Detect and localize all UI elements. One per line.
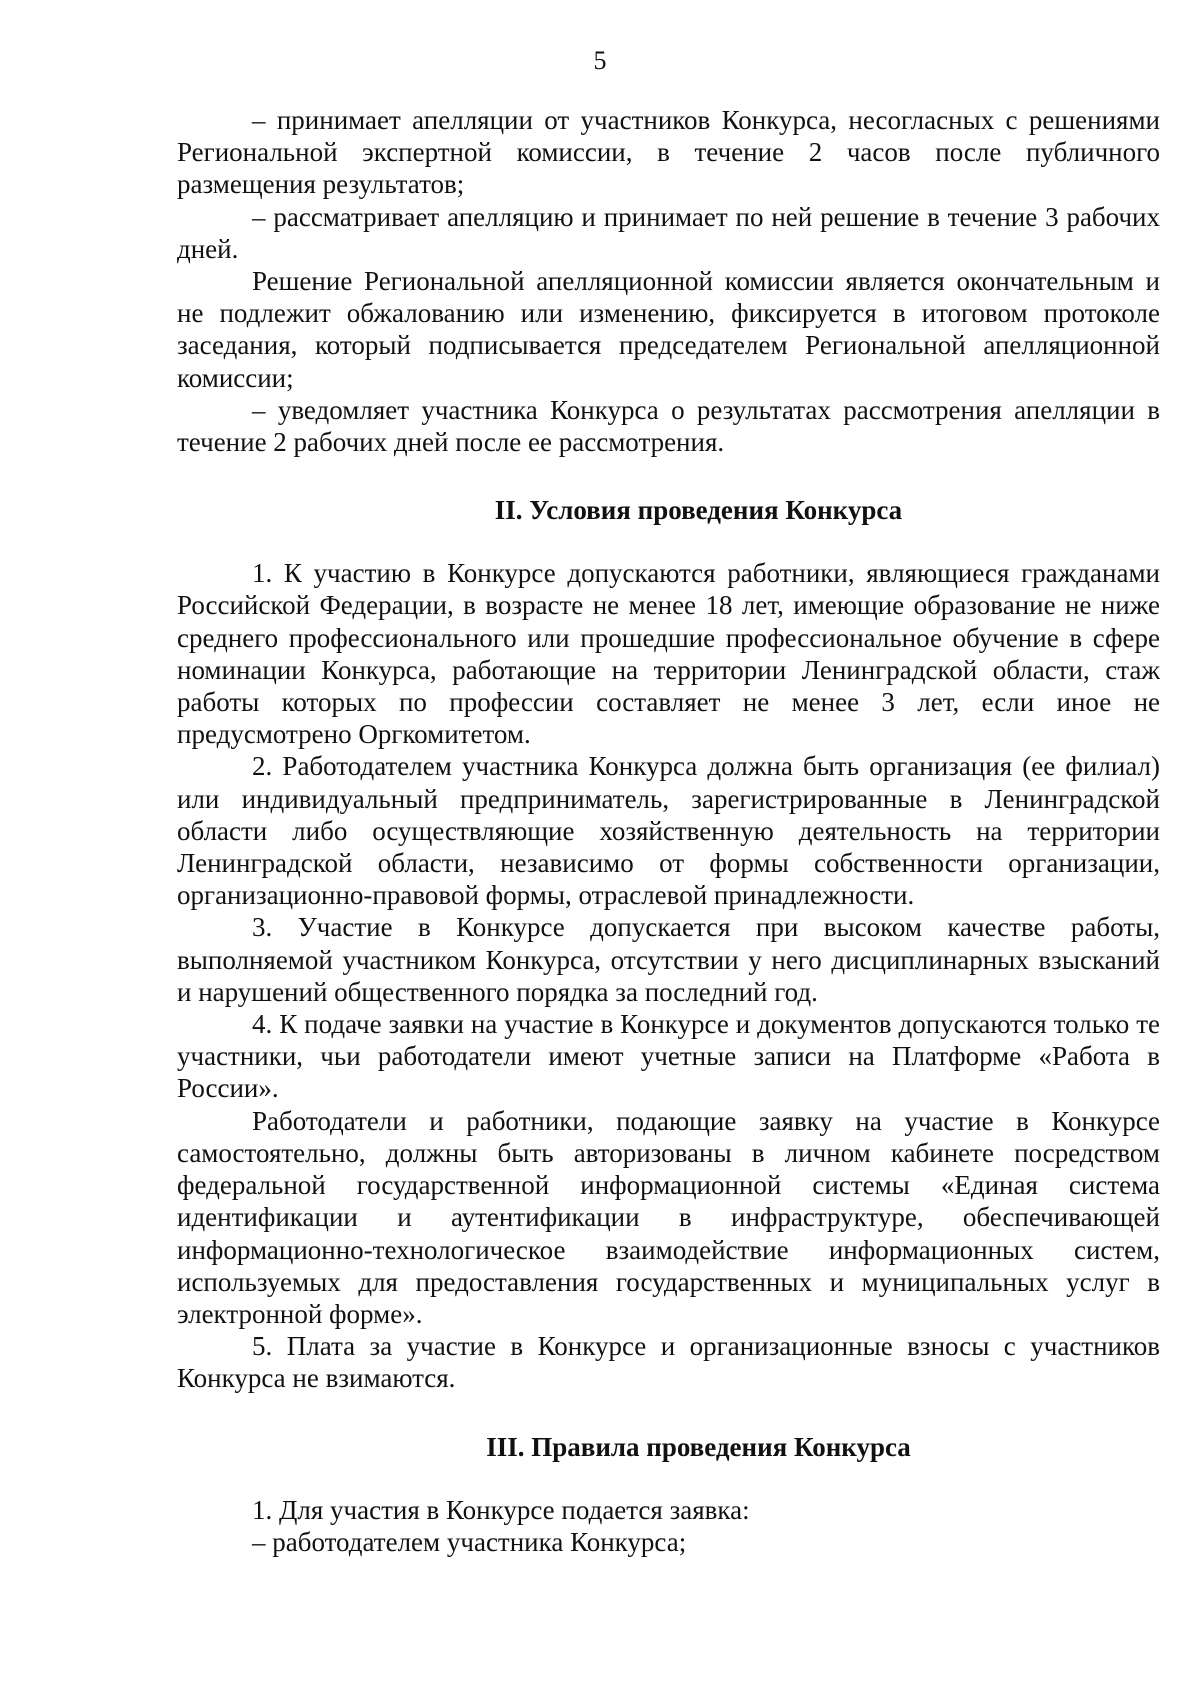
paragraph-condition-1: 1. К участию в Конкурсе допускаются работники, являющиеся гражданами Российской Федерации, в возрасте не менее 18 лет, имеющие образование не ниже среднего профессионального или прошедшие профессиональное обучение в сфере номинации Конкурса, работающие на территории Ленинградской области, стаж работы которых по профессии составляет не менее 3 лет, если иное не предусмотрено Оргкомитетом. xyxy=(177,558,1160,750)
paragraph-condition-5: 5. Плата за участие в Конкурсе и организационные взносы с участников Конкурса не взимаются. xyxy=(177,1331,1160,1394)
paragraph-appeal-decision: Решение Региональной апелляционной комиссии является окончательным и не подлежит обжалованию или изменению, фиксируется в итоговом протоколе заседания, который подписывается председателем Региональной апелляционной комиссии; xyxy=(177,266,1160,393)
paragraph-appeal-accept: – принимает апелляции от участников Конкурса, несогласных с решениями Региональной экспертной комиссии, в течение 2 часов после публичного размещения результатов; xyxy=(177,105,1160,200)
section-heading-rules: III. Правила проведения Конкурса xyxy=(486,1431,911,1462)
paragraph-authorization: Работодатели и работники, подающие заявку на участие в Конкурсе самостоятельно, должны быть авторизованы в личном кабинете посредством федеральной государственной информационной системы «Единая система идентификации и аутентификации в инфраструктуре, обеспечивающей информационно-технологическое взаимодействие информационных систем, используемых для предоставления государственных и муниципальных услуг в электронной форме». xyxy=(177,1105,1160,1329)
section-heading-conditions: II. Условия проведения Конкурса xyxy=(494,495,903,526)
paragraph-rule-1-item: – работодателем участника Конкурса; xyxy=(252,1526,687,1557)
document-body xyxy=(177,104,1160,1558)
page-number: 5 xyxy=(593,46,607,75)
paragraph-rule-1: 1. Для участия в Конкурсе подается заявка: xyxy=(252,1494,750,1525)
paragraph-appeal-review: – рассматривает апелляцию и принимает по ней решение в течение 3 рабочих дней. xyxy=(177,201,1160,264)
paragraph-appeal-notify: – уведомляет участника Конкурса о результатах рассмотрения апелляции в течение 2 рабочих дней после ее рассмотрения. xyxy=(177,394,1160,458)
paragraph-condition-4: 4. К подаче заявки на участие в Конкурсе и документов допускаются только те участники, чьи работодатели имеют учетные записи на Платформе «Работа в России». xyxy=(177,1009,1160,1104)
paragraph-condition-2: 2. Работодателем участника Конкурса должна быть организация (ее филиал) или индивидуальный предприниматель, зарегистрированные в Ленинградской области либо осуществляющие хозяйственную деятельность на территории Ленинградской области, независимо от формы собственности организации, организационно-правовой формы, отраслевой принадлежности. xyxy=(177,751,1160,911)
paragraph-condition-3: 3. Участие в Конкурсе допускается при высоком качестве работы, выполняемой участником Конкурса, отсутствии у него дисциплинарных взысканий и нарушений общественного порядка за последний год. xyxy=(177,912,1160,1007)
